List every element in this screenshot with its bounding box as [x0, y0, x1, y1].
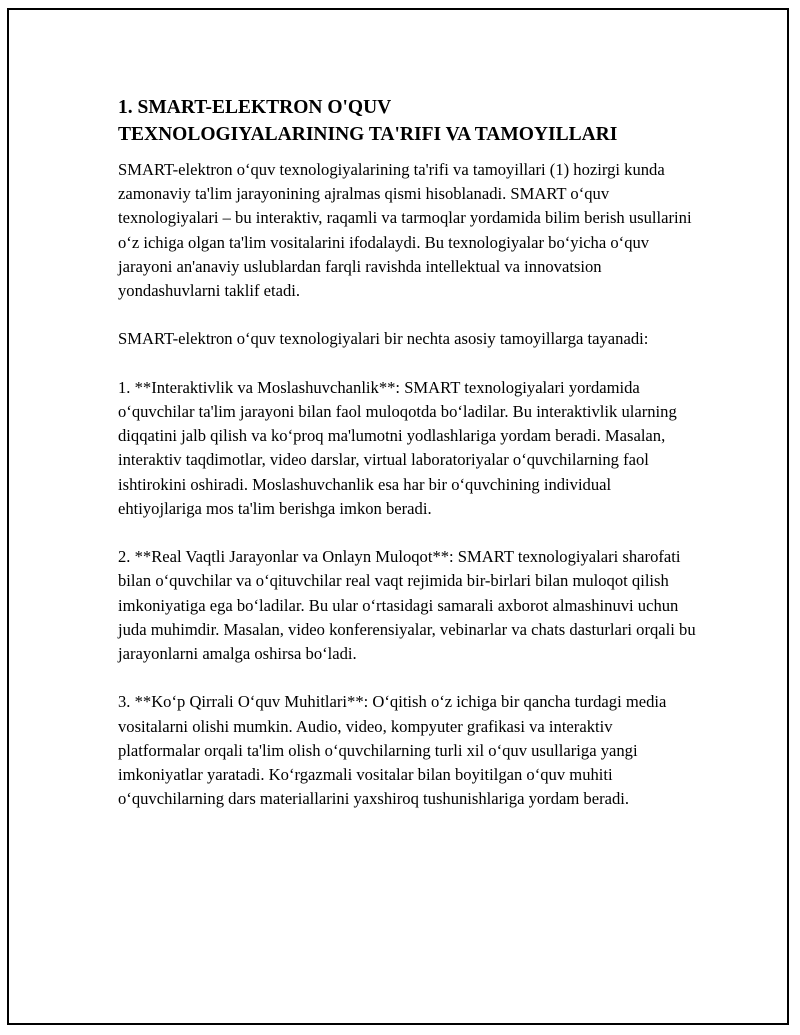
- section-title-line-2: TEXNOLOGIYALARINING TA'RIFI VA TAMOYILLARI: [118, 124, 618, 145]
- document-body: [118, 94, 698, 836]
- paragraph-principles-lead: SMART-elektron oʻquv texnologiyalari bir nechta asosiy tamoyillarga tayanadi:: [118, 329, 649, 349]
- paragraph-principle-2: 2. **Real Vaqtli Jarayonlar va Onlayn Muloqot**: SMART texnologiyalari sharofati bilan oʻquvchilar va oʻqituvchilar real vaqt rejimida bir-birlari bilan muloqot qilish imkoniyatiga ega boʻladilar. Bu ular oʻrtasidagi samarali axborot almashinuvi uchun juda muhimdir. Masalan, video konferensiyalar, vebinarlar va chats dasturlari orqali bu jarayonlarni amalga oshirsa boʻladi.: [118, 547, 696, 664]
- section-title: [118, 94, 698, 148]
- paragraph-principle-3: 3. **Koʻp Qirrali Oʻquv Muhitlari**: Oʻqitish oʻz ichiga bir qancha turdagi media vositalarni olishi mumkin. Audio, video, kompyuter grafikasi va interaktiv platformalar orqali ta'lim olish oʻquvchilarning turli xil oʻquv usullariga yangi imkoniyatlar yaratadi. Koʻrgazmali vositalar bilan boyitilgan oʻquv muhiti oʻquvchilarning dars materiallarini yaxshiroq tushunishlariga yordam beradi.: [118, 692, 667, 809]
- section-title-line-1: 1. SMART-ELEKTRON O'QUV: [118, 97, 392, 118]
- paragraph-principle-1: 1. **Interaktivlik va Moslashuvchanlik**: SMART texnologiyalari yordamida oʻquvchilar ta'lim jarayoni bilan faol muloqotda boʻladilar. Bu interaktivlik ularning diqqatini jalb qilish va koʻproq ma'lumotni yodlashlariga yordam beradi. Masalan, interaktiv taqdimotlar, video darslar, virtual laboratoriyalar oʻquvchilarning faol ishtirokini oshiradi. Moslashuvchanlik esa har bir oʻquvchining individual ehtiyojlariga mos ta'lim berishga imkon beradi.: [118, 377, 677, 518]
- paragraph-intro: SMART-elektron oʻquv texnologiyalarining ta'rifi va tamoyillari (1) hozirgi kunda zamonaviy ta'lim jarayonining ajralmas qismi hisoblanadi. SMART oʻquv texnologiyalari – bu interaktiv, raqamli va tarmoqlar yordamida bilim berish usullarini oʻz ichiga olgan ta'lim vositalarini ifodalaydi. Bu texnologiyalar boʻyicha oʻquv jarayoni an'anaviy uslublardan farqli ravishda intellektual va innovatsion yondashuvlarni taklif etadi.: [118, 160, 692, 301]
